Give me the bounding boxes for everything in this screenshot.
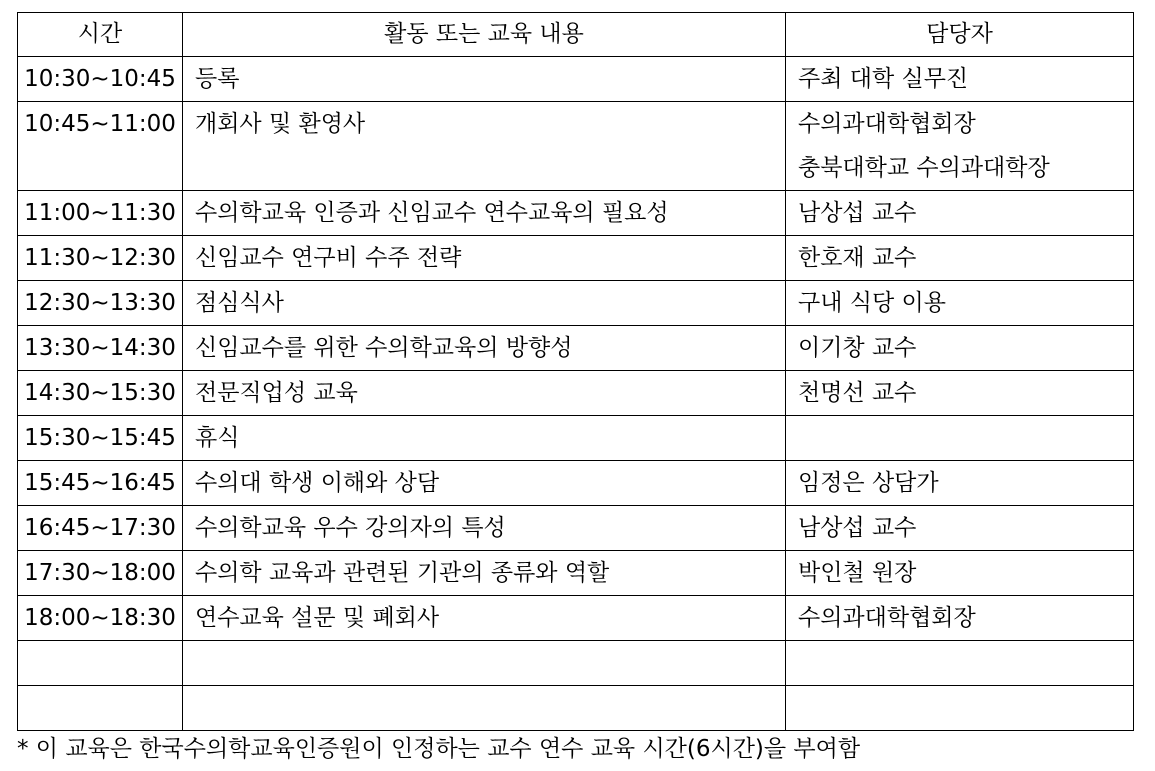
row-time-text: 10:45~11:00 — [24, 111, 176, 137]
row-content: 점심식사 — [183, 281, 786, 326]
table-row — [18, 461, 1134, 506]
row-time: 11:30~12:30 — [18, 236, 183, 281]
row-content — [183, 641, 786, 686]
table-row — [18, 102, 1134, 191]
row-time — [18, 641, 183, 686]
row-time: 11:00~11:30 — [18, 191, 183, 236]
table-row-empty — [18, 641, 1134, 686]
row-person — [786, 641, 1134, 686]
table-row — [18, 326, 1134, 371]
row-time: 17:30~18:00 — [18, 551, 183, 596]
row-content: 수의대 학생 이해와 상담 — [183, 461, 786, 506]
row-content: 전문직업성 교육 — [183, 371, 786, 416]
row-content: 수의학교육 우수 강의자의 특성 — [183, 506, 786, 551]
row-person-line: 충북대학교 수의과대학장 — [798, 155, 1050, 181]
row-content — [183, 102, 786, 191]
row-time: 18:00~18:30 — [18, 596, 183, 641]
row-content: 연수교육 설문 및 폐회사 — [183, 596, 786, 641]
table-row — [18, 281, 1134, 326]
table-row — [18, 551, 1134, 596]
footnote: * 이 교육은 한국수의학교육인증원이 인정하는 교수 연수 교육 시간(6시간)을 부여함 — [17, 736, 861, 762]
row-person: 수의과대학협회장 — [786, 596, 1134, 641]
row-person — [786, 102, 1134, 191]
row-time: 15:30~15:45 — [18, 416, 183, 461]
row-content: 수의학교육 인증과 신임교수 연수교육의 필요성 — [183, 191, 786, 236]
row-time — [18, 686, 183, 731]
row-content: 신임교수를 위한 수의학교육의 방향성 — [183, 326, 786, 371]
row-person: 구내 식당 이용 — [786, 281, 1134, 326]
row-person: 남상섭 교수 — [786, 191, 1134, 236]
row-person-line: 수의과대학협회장 — [798, 111, 976, 137]
row-content — [183, 686, 786, 731]
row-person: 천명선 교수 — [786, 371, 1134, 416]
row-person: 박인철 원장 — [786, 551, 1134, 596]
table-header-row — [18, 13, 1134, 57]
row-person: 한호재 교수 — [786, 236, 1134, 281]
header-time: 시간 — [18, 13, 183, 57]
table-row-empty — [18, 686, 1134, 731]
header-person: 담당자 — [786, 13, 1134, 57]
table-row — [18, 236, 1134, 281]
row-time: 10:30~10:45 — [18, 57, 183, 102]
header-content: 활동 또는 교육 내용 — [183, 13, 786, 57]
row-time: 12:30~13:30 — [18, 281, 183, 326]
row-content: 휴식 — [183, 416, 786, 461]
row-content: 수의학 교육과 관련된 기관의 종류와 역할 — [183, 551, 786, 596]
row-time: 13:30~14:30 — [18, 326, 183, 371]
row-time: 15:45~16:45 — [18, 461, 183, 506]
table-row — [18, 416, 1134, 461]
row-time — [18, 102, 183, 191]
row-person: 이기창 교수 — [786, 326, 1134, 371]
row-content: 등록 — [183, 57, 786, 102]
row-time: 14:30~15:30 — [18, 371, 183, 416]
row-person: 임정은 상담가 — [786, 461, 1134, 506]
row-person: 남상섭 교수 — [786, 506, 1134, 551]
row-content: 신임교수 연구비 수주 전략 — [183, 236, 786, 281]
row-content-text: 개회사 및 환영사 — [195, 111, 366, 137]
row-person: 주최 대학 실무진 — [786, 57, 1134, 102]
table-row — [18, 506, 1134, 551]
table-row — [18, 57, 1134, 102]
row-person — [786, 416, 1134, 461]
row-time: 16:45~17:30 — [18, 506, 183, 551]
schedule-table — [17, 12, 1134, 731]
table-row — [18, 371, 1134, 416]
table-row — [18, 191, 1134, 236]
table-row — [18, 596, 1134, 641]
row-person — [786, 686, 1134, 731]
